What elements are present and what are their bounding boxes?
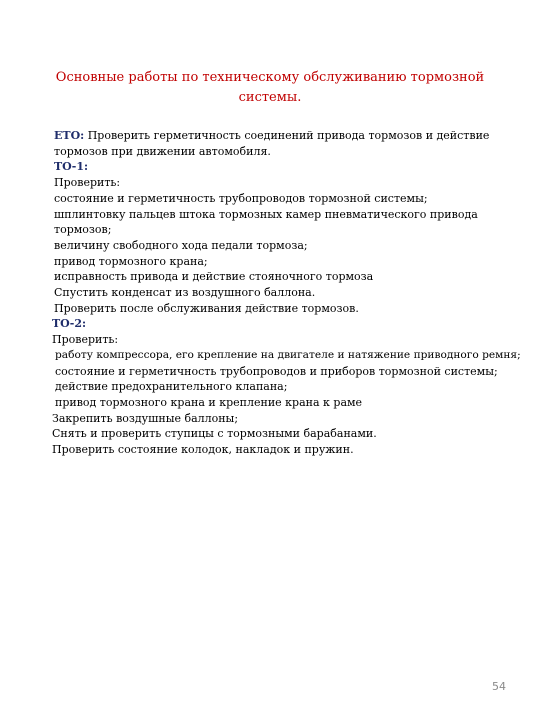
to2-line-2: состояние и герметичность трубопроводов и приборов тормозной системы; (55, 364, 498, 378)
eto-label: ЕТО: (54, 129, 85, 142)
to1-line-0: Проверить: (54, 176, 121, 190)
eto-text-cont: тормозов при движении автомобиля. (54, 144, 271, 158)
eto-text: Проверить герметичность соединений привода тормозов и действие (87, 129, 490, 142)
to1-line-2: шплинтовку пальцев штока тормозных камер пневматического привода (54, 207, 478, 221)
to2-line-4: привод тормозного крана и крепление крана к раме (55, 395, 363, 409)
to2-line-1: работу компрессора, его крепление на двигателе и натяжение приводного ремня; (55, 348, 521, 361)
to1-line-3: тормозов; (54, 223, 112, 237)
to2-line-3: действие предохранительного клапана; (55, 380, 288, 394)
eto-line (54, 128, 489, 144)
to2-line-5: Закрепить воздушные баллоны; (52, 411, 239, 425)
to1-line-1: состояние и герметичность трубопроводов тормозной системы; (54, 191, 428, 205)
to2-line-6: Снять и проверить ступицы с тормозными барабанами. (52, 427, 377, 441)
to2-line-7: Проверить состояние колодок, накладок и пружин. (52, 443, 354, 456)
to1-line-7: Спустить конденсат из воздушного баллона. (54, 286, 316, 299)
to1-line-5: привод тормозного крана; (54, 254, 208, 268)
to1-line-4: величину свободного хода педали тормоза; (54, 238, 308, 252)
to1-line-6: исправность привода и действие стояночного тормоза (54, 270, 374, 284)
to1-label: ТО-1: (54, 160, 89, 174)
page-title (0, 68, 540, 108)
to2-label: ТО-2: (52, 317, 87, 331)
title-line-1: Основные работы по техническому обслуживанию тормозной (55, 70, 485, 85)
page-number: 54 (492, 680, 506, 693)
title-line-2: системы. (238, 90, 302, 105)
to1-line-8: Проверить после обслуживания действие тормозов. (54, 301, 359, 315)
to2-line-0: Проверить: (52, 333, 119, 347)
